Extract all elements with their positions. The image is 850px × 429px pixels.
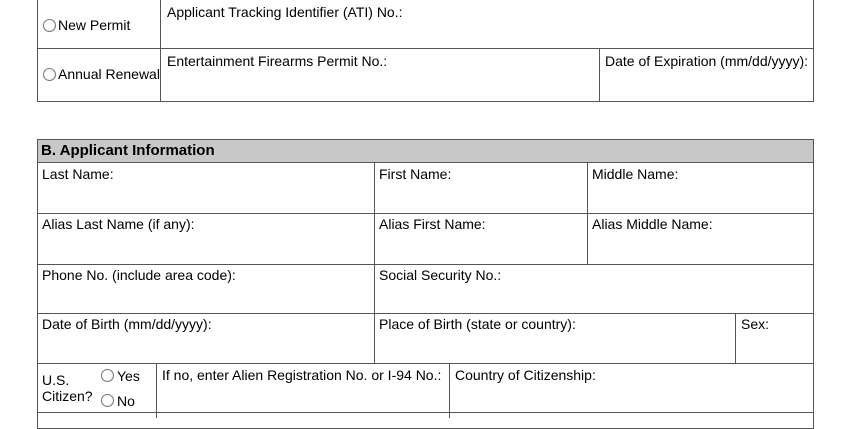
country-citizenship-label: Country of Citizenship:: [455, 367, 596, 383]
annual-renewal-label: Annual Renewal: [58, 66, 160, 82]
section-b-header: B. Applicant Information: [38, 140, 813, 163]
annual-renewal-radio[interactable]: [43, 68, 56, 81]
country-citizenship-input[interactable]: [450, 384, 813, 411]
pob-label: Place of Birth (state or country):: [379, 316, 576, 332]
ssn-input[interactable]: [375, 284, 813, 312]
last-name-label: Last Name:: [42, 166, 114, 182]
dob-label: Date of Birth (mm/dd/yyyy):: [42, 316, 212, 332]
citizen-no-label: No: [117, 393, 135, 409]
phone-input[interactable]: [38, 284, 373, 312]
alias-last-input[interactable]: [38, 233, 373, 263]
row1-bottom: [37, 213, 814, 214]
first-name-input[interactable]: [375, 183, 586, 212]
expiration-label: Date of Expiration (mm/dd/yyyy):: [605, 53, 809, 69]
alias-first-input[interactable]: [375, 233, 586, 263]
sex-input[interactable]: [736, 333, 813, 362]
row3-bottom: [37, 313, 814, 314]
alien-reg-label: If no, enter Alien Registration No. or I-94 No.:: [162, 367, 442, 383]
row5-bottom: [37, 412, 814, 413]
sex-label: Sex:: [741, 316, 770, 332]
ati-label: Applicant Tracking Identifier (ATI) No.:: [167, 4, 403, 20]
ssn-label: Social Security No.:: [379, 267, 502, 283]
row2-bottom: [37, 264, 814, 265]
phone-label: Phone No. (include area code):: [42, 267, 236, 283]
efp-input[interactable]: [161, 70, 598, 101]
expiration-input[interactable]: [600, 70, 813, 101]
dob-input[interactable]: [38, 333, 373, 362]
pob-input[interactable]: [375, 333, 734, 362]
alien-reg-input[interactable]: [157, 384, 448, 411]
citizen-yes-radio[interactable]: [101, 369, 114, 382]
alias-middle-input[interactable]: [588, 233, 813, 263]
ati-input[interactable]: [161, 20, 813, 47]
section-a-row-divider: [37, 48, 814, 49]
us-citizen-label-2: Citizen?: [42, 388, 93, 404]
alias-first-label: Alias First Name:: [379, 216, 486, 232]
new-permit-label: New Permit: [58, 17, 131, 33]
new-permit-radio[interactable]: [43, 19, 56, 32]
first-name-label: First Name:: [379, 166, 452, 182]
last-name-input[interactable]: [38, 183, 373, 212]
citizen-no-radio[interactable]: [101, 394, 114, 407]
row4-bottom: [37, 363, 814, 364]
alias-last-label: Alias Last Name (if any):: [42, 216, 195, 232]
efp-label: Entertainment Firearms Permit No.:: [167, 53, 388, 69]
us-citizen-label-1: U.S.: [42, 372, 70, 388]
citizen-yes-label: Yes: [117, 368, 140, 384]
alias-middle-label: Alias Middle Name:: [592, 216, 713, 232]
middle-name-input[interactable]: [588, 183, 813, 212]
middle-name-label: Middle Name:: [592, 166, 679, 182]
